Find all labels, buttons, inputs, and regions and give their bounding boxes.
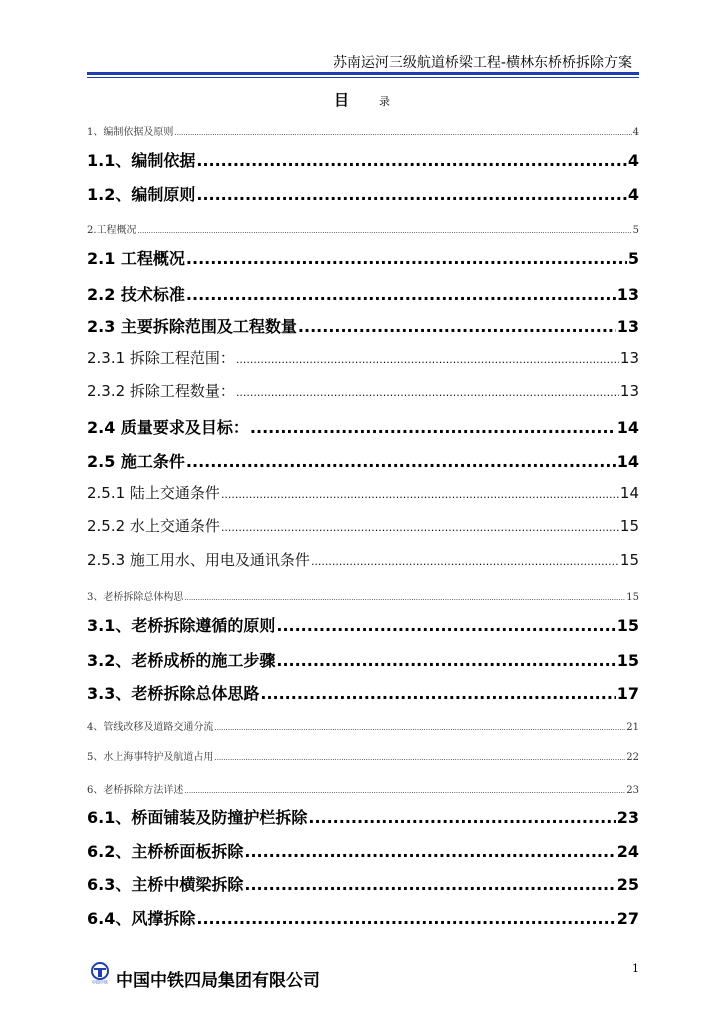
header-rule-thin xyxy=(87,77,639,78)
toc-entry[interactable] xyxy=(87,872,639,895)
toc-entry-label: 1.1、编制依据 xyxy=(87,151,196,170)
toc-leader-dots xyxy=(186,249,627,268)
toc-entry-label: 6.2、主桥桥面板拆除 xyxy=(87,842,244,861)
toc-entry[interactable] xyxy=(87,221,639,236)
toc-entry[interactable] xyxy=(87,482,639,503)
toc-entry[interactable] xyxy=(87,282,639,305)
toc-leader-dots xyxy=(214,754,625,762)
toc-leader-dots xyxy=(276,616,615,635)
toc-entry[interactable] xyxy=(87,515,639,536)
toc-leader-dots xyxy=(244,875,615,894)
toc-leader-dots xyxy=(308,808,615,827)
toc-entry-label: 2.5 施工条件 xyxy=(87,452,185,471)
toc-entry[interactable] xyxy=(87,613,639,636)
toc-leader-dots xyxy=(196,909,615,928)
toc-entry-page: 4 xyxy=(632,127,639,138)
toc-leader-dots xyxy=(138,227,632,235)
toc-entry[interactable] xyxy=(87,148,639,171)
toc-leader-dots xyxy=(298,317,616,336)
toc-entry-label: 2.工程概况 xyxy=(87,225,137,236)
toc-entry-label: 3.2、老桥成桥的施工步骤 xyxy=(87,651,276,670)
toc-entry-label: 2.5.2 水上交通条件 xyxy=(87,517,220,535)
toc-leader-dots xyxy=(184,594,625,602)
toc-entry-label: 2.4 质量要求及目标： xyxy=(87,418,249,437)
toc-entry-label: 2.3.2 拆除工程数量： xyxy=(87,382,235,400)
toc-entry-label: 3.3、老桥拆除总体思路 xyxy=(87,684,260,703)
toc-leader-dots xyxy=(186,452,616,471)
toc-entry-page: 15 xyxy=(619,517,639,535)
toc-entry-page: 4 xyxy=(627,185,639,204)
toc-entry[interactable] xyxy=(87,449,639,472)
toc-entry-page: 15 xyxy=(616,616,639,635)
toc-entry-label: 5、水上海事特护及航道占用 xyxy=(87,752,214,763)
toc-entry-label: 2.1 工程概况 xyxy=(87,249,185,268)
toc-leader-dots xyxy=(221,521,619,534)
toc-entry-label: 1.2、编制原则 xyxy=(87,185,196,204)
toc-entry-label: 2.3 主要拆除范围及工程数量 xyxy=(87,317,297,336)
toc-entry-label: 6.4、风撑拆除 xyxy=(87,909,196,928)
toc-entry-label: 3、老桥拆除总体构思 xyxy=(87,592,184,603)
page-number: 1 xyxy=(632,962,639,975)
toc-entry-label: 2.2 技术标准 xyxy=(87,285,185,304)
toc-entry-label: 6.3、主桥中横梁拆除 xyxy=(87,875,244,894)
toc-entry[interactable] xyxy=(87,748,639,763)
toc-entry-page: 14 xyxy=(616,418,639,437)
toc-entry[interactable] xyxy=(87,314,639,337)
toc-leader-dots xyxy=(311,555,619,568)
toc-entry-page: 15 xyxy=(626,592,639,603)
toc-entry-page: 17 xyxy=(616,684,639,703)
footer-company-name: 中国中铁四局集团有限公司 xyxy=(116,971,320,991)
toc-entry-page: 13 xyxy=(616,317,639,336)
toc-entry-page: 14 xyxy=(619,484,639,502)
toc-entry-page: 24 xyxy=(616,842,639,861)
toc-entry[interactable] xyxy=(87,681,639,704)
toc-entry[interactable] xyxy=(87,781,639,796)
toc-entry-page: 13 xyxy=(619,349,639,367)
toc-leader-dots xyxy=(196,185,627,204)
toc-entry-page: 23 xyxy=(626,785,639,796)
toc-entry[interactable] xyxy=(87,347,639,368)
toc-entry-label: 6、老桥拆除方法详述 xyxy=(87,785,184,796)
toc-leader-dots xyxy=(186,285,616,304)
toc-entry-page: 22 xyxy=(626,752,639,763)
toc-leader-dots xyxy=(174,129,631,137)
toc-leader-dots xyxy=(236,353,619,366)
toc-entry[interactable] xyxy=(87,380,639,401)
toc-entry[interactable] xyxy=(87,182,639,205)
header-title: 苏南运河三级航道桥梁工程-横林东桥桥拆除方案 xyxy=(332,55,632,71)
toc-entry-page: 27 xyxy=(616,909,639,928)
toc-entry[interactable] xyxy=(87,415,639,438)
toc-title-second: 录 xyxy=(379,95,390,108)
toc-entry[interactable] xyxy=(87,718,639,733)
toc-entry-page: 15 xyxy=(616,651,639,670)
toc-entry-label: 2.3.1 拆除工程范围： xyxy=(87,349,235,367)
toc-leader-dots xyxy=(260,684,615,703)
toc-entry-page: 13 xyxy=(619,382,639,400)
toc-entry-page: 15 xyxy=(619,551,639,569)
toc-entry-page: 21 xyxy=(626,722,639,733)
toc-entry-label: 2.5.3 施工用水、用电及通讯条件 xyxy=(87,551,310,569)
toc-leader-dots xyxy=(184,787,625,795)
toc-entry[interactable] xyxy=(87,906,639,929)
toc-leader-dots xyxy=(244,842,615,861)
toc-entry-page: 5 xyxy=(627,249,639,268)
toc-entry[interactable] xyxy=(87,549,639,570)
toc-entry-label: 3.1、老桥拆除遵循的原则 xyxy=(87,616,276,635)
toc-entry-page: 25 xyxy=(616,875,639,894)
toc-entry-page: 14 xyxy=(616,452,639,471)
toc-leader-dots xyxy=(236,386,619,399)
toc-entry-page: 4 xyxy=(627,151,639,170)
toc-entry[interactable] xyxy=(87,123,639,138)
toc-entry-label: 1、编制依据及原则 xyxy=(87,127,174,138)
toc-entry[interactable] xyxy=(87,246,639,269)
toc-leader-dots xyxy=(276,651,615,670)
toc-entry-page: 5 xyxy=(632,225,639,236)
toc-entry[interactable] xyxy=(87,588,639,603)
toc-title-main: 目 xyxy=(333,91,349,109)
toc-entry-label: 4、管线改移及道路交通分流 xyxy=(87,722,214,733)
toc-entry-label: 6.1、桥面铺装及防撞护栏拆除 xyxy=(87,808,308,827)
toc-entry-page: 13 xyxy=(616,285,639,304)
toc-leader-dots xyxy=(214,724,625,732)
company-logo-icon xyxy=(89,962,111,984)
toc-title xyxy=(0,89,724,110)
toc-leader-dots xyxy=(250,418,616,437)
toc-entry-page: 23 xyxy=(616,808,639,827)
toc-entry[interactable] xyxy=(87,648,639,671)
logo-caption: 中国中铁 xyxy=(92,979,108,984)
toc-leader-dots xyxy=(221,488,619,501)
toc-entry[interactable] xyxy=(87,839,639,862)
toc-leader-dots xyxy=(196,151,627,170)
toc-entry[interactable] xyxy=(87,805,639,828)
toc-entry-label: 2.5.1 陆上交通条件 xyxy=(87,484,220,502)
header-rule-thick xyxy=(87,72,639,75)
